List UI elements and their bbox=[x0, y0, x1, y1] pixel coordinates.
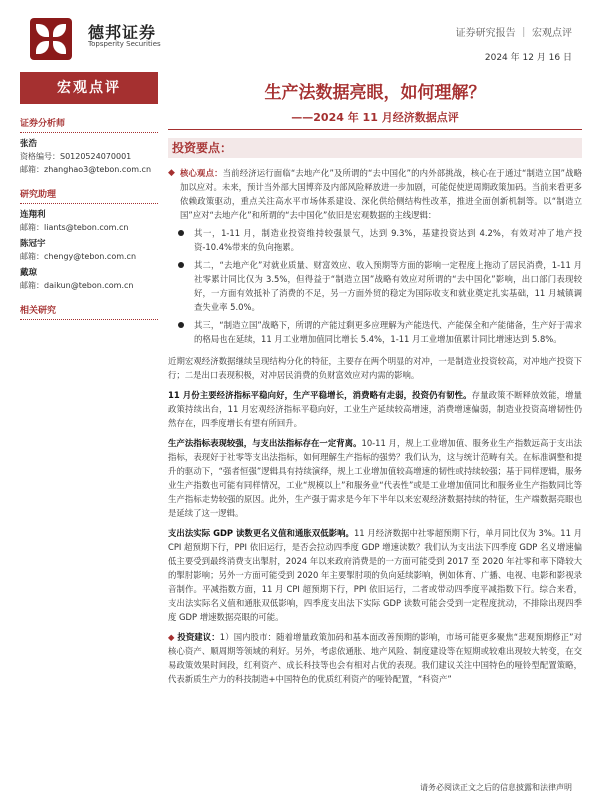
assistant-email[interactable]: 邮箱：daikun@tebon.com.cn bbox=[20, 281, 134, 290]
bullet-icon bbox=[178, 322, 184, 328]
report-header bbox=[0, 0, 600, 68]
paragraph-lead: 支出法实际 GDP 读数更名义值和通胀双低影响。 bbox=[168, 528, 354, 538]
core-view-text: 当前经济运行面临“去地产化”及所谓的“去中国化”的内外部挑战，核心在于通过“制造立国”战略加以应对。未来，预计当外部大国博弈及内部风险释放进一步加剧，可能促使逆周期政策加码。当前来看更多依赖政策驱动，重点关注高水平市场体系建设、深化供给侧结构性改革，推进全面创新机制等。以“制造立国”应对“去地产化”和所谓的“去中国化”依旧是宏观数据的主线逻辑： bbox=[180, 168, 583, 220]
paragraph bbox=[168, 526, 582, 624]
bullet-text: 其一，1-11 月，制造业投资维持较强景气，达到 9.3%，基建投资达到 4.2%，有效对冲了地产投资-10.4%带来的负向拖累。 bbox=[194, 228, 582, 252]
page-title: 生产法数据亮眼，如何理解？ bbox=[264, 83, 486, 103]
section-heading: 投资要点： bbox=[168, 138, 582, 158]
analyst-email[interactable]: 邮箱：zhanghao3@tebon.com.cn bbox=[20, 165, 152, 174]
page-subtitle: ——2024 年 11 月经济数据点评 bbox=[291, 111, 459, 124]
paragraph bbox=[168, 436, 582, 520]
list-item bbox=[168, 258, 582, 314]
assistant-email[interactable]: 邮箱：liants@tebon.com.cn bbox=[20, 223, 129, 232]
assistant-name: 戴琼 bbox=[20, 268, 38, 278]
core-view-label: 核心观点： bbox=[180, 168, 223, 178]
assistant-heading: 研究助理 bbox=[20, 187, 158, 204]
paragraph-lead: 生产法指标表现较强，与支出法指标存在一定背离。 bbox=[168, 438, 362, 448]
brand-name-en: Topsperity Securities bbox=[88, 40, 161, 48]
assistant-email[interactable]: 邮箱：chengy@tebon.com.cn bbox=[20, 252, 137, 261]
bullet-icon bbox=[178, 262, 184, 268]
diamond-icon: ◆ bbox=[168, 168, 175, 178]
analyst-heading: 证券分析师 bbox=[20, 116, 158, 133]
analyst-cert: 资格编号：S0120524070001 bbox=[20, 152, 132, 161]
paragraph-body: 存量政策不断释放效能，增量政策持续出台，11 月宏观经济指标平稳向好，工业生产延续较高增速，消费增速偏弱，制造业投资高增韧性仍然存在，四季度增长有望有所回升。 bbox=[168, 390, 582, 428]
main-content bbox=[168, 72, 582, 686]
report-category: 宏观点评 bbox=[20, 72, 158, 104]
paragraph-lead: 11 月份主要经济指标平稳向好，生产平稳增长，消费略有走弱，投资仍有韧性。 bbox=[168, 390, 472, 400]
paragraph-body: 11 月经济数据中社零超预期下行，单月同比仅为 3%。11 月 CPI 超预期下行，PPI 依旧运行，是否会拉动四季度 GDP 增速读数？我们认为支出法下四季度 GDP 名义增速偏低主要受到最终消费支出掣肘，2024 年以来政府消费是的一方面可能受到 2017 至 2020 年社零和率下降较大的掣肘影响；另外一方面可能受到 2020 年主要掣肘项的负向延续影响，例如体育、广播、电视、电影和影视录音制作。平减指数方面，11 月 CPI 超预期下行，PPI 依旧运行，二者或带动四季度平减指数下行。综合来看，支出法实际名义值和通胀双低影响，四季度支出法下实际 GDP 读数可能会受到一定程度扰动，不排除出现四季度 GDP 增速数据亮眼的可能。 bbox=[168, 528, 583, 622]
paragraph bbox=[168, 388, 582, 430]
paragraph-body: 10-11 月，规上工业增加值、服务业生产指数远高于支出法指标，表现好于社零等支出法指标，如何理解生产指标的强势？我们认为，这与统计范畴有关。在标准调整和提升的驱动下，“强者恒强”逻辑具有持续演绎，规上工业增加值较高增速的韧性或持续较强；基于同样逻辑，服务业生产指数也可能有同样情况，工业“规模以上”和服务业“代表性”或是工业增加值同比和服务业生产指数同比等生产指标走势较强的原因。此外，生产强于需求是今年下半年以来宏观经济数据持续的特征，生产端数据亮眼也是延续了这一逻辑。 bbox=[168, 438, 582, 518]
assistant-name: 连翔利 bbox=[20, 210, 46, 220]
paragraph-body: 1）国内股市：随着增量政策加码和基本面改善预期的影响，市场可能更多聚焦“悲观预期修正”对核心资产、顺周期等领域的利好。另外，考虑依通胀、地产风险、制度建设等在短期或较难出现较大转变，在交易政策效果时间段，红利资产、成长科技等也会有相对占优的表现。我们建议关注中国特色的哑铃型配置策略，代表新质生产力的科技制造+中国特色的优质红利资产的哑铃配置，“科资产” bbox=[168, 632, 582, 684]
bullet-icon bbox=[178, 230, 184, 236]
analyst-name: 张浩 bbox=[20, 139, 38, 149]
brand-name: 德邦证券 bbox=[88, 23, 157, 42]
sidebar bbox=[20, 72, 158, 320]
title-block bbox=[168, 72, 582, 130]
list-item bbox=[168, 318, 582, 346]
bullet-text: 其二，“去地产化”对就业质量、财富效应、收入预期等方面的影响一定程度上拖动了居民消费，1-11 月社零累计同比仅为 3.5%，但得益于“制造立国”战略有效应对所谓的“去中国化”影响，出口部门表现较好，一方面有效抵补了消费的不足，另一方面外贸的稳定为国际收支和就业奠定扎实基础，11 月城镇调查失业率 5.0%。 bbox=[194, 260, 582, 312]
bullet-text: 其三，“制造立国”战略下，所谓的产能过剩更多应理解为产能迭代、产能保全和产能储备，生产好于需求的格局也在延续，11 月工业增加值同比增长 5.4%，1-11 月工业增加值累计同比增速达到 5.8%。 bbox=[194, 320, 582, 344]
brand-logo-icon bbox=[30, 18, 72, 60]
list-item bbox=[168, 226, 582, 254]
paragraph-lead: 投资建议： bbox=[177, 632, 220, 642]
related-research-heading: 相关研究 bbox=[20, 303, 158, 320]
paragraph: 近期宏观经济数据继续呈现结构分化的特征，主要存在两个明显的对冲，一是制造业投资较高，对冲地产投资下行；二是出口表现积极，对冲居民消费的负财富效应对内需的影响。 bbox=[168, 356, 582, 380]
report-date: 2024 年 12 月 16 日 bbox=[484, 53, 572, 63]
core-view bbox=[168, 166, 582, 222]
diamond-icon: ◆ bbox=[168, 632, 178, 642]
disclaimer-footer: 请务必阅读正文之后的信息披露和法律声明 bbox=[420, 783, 572, 792]
assistant-name: 陈冠宇 bbox=[20, 239, 46, 249]
report-type: 证券研究报告 ｜ 宏观点评 bbox=[455, 28, 572, 39]
paragraph bbox=[168, 630, 582, 686]
